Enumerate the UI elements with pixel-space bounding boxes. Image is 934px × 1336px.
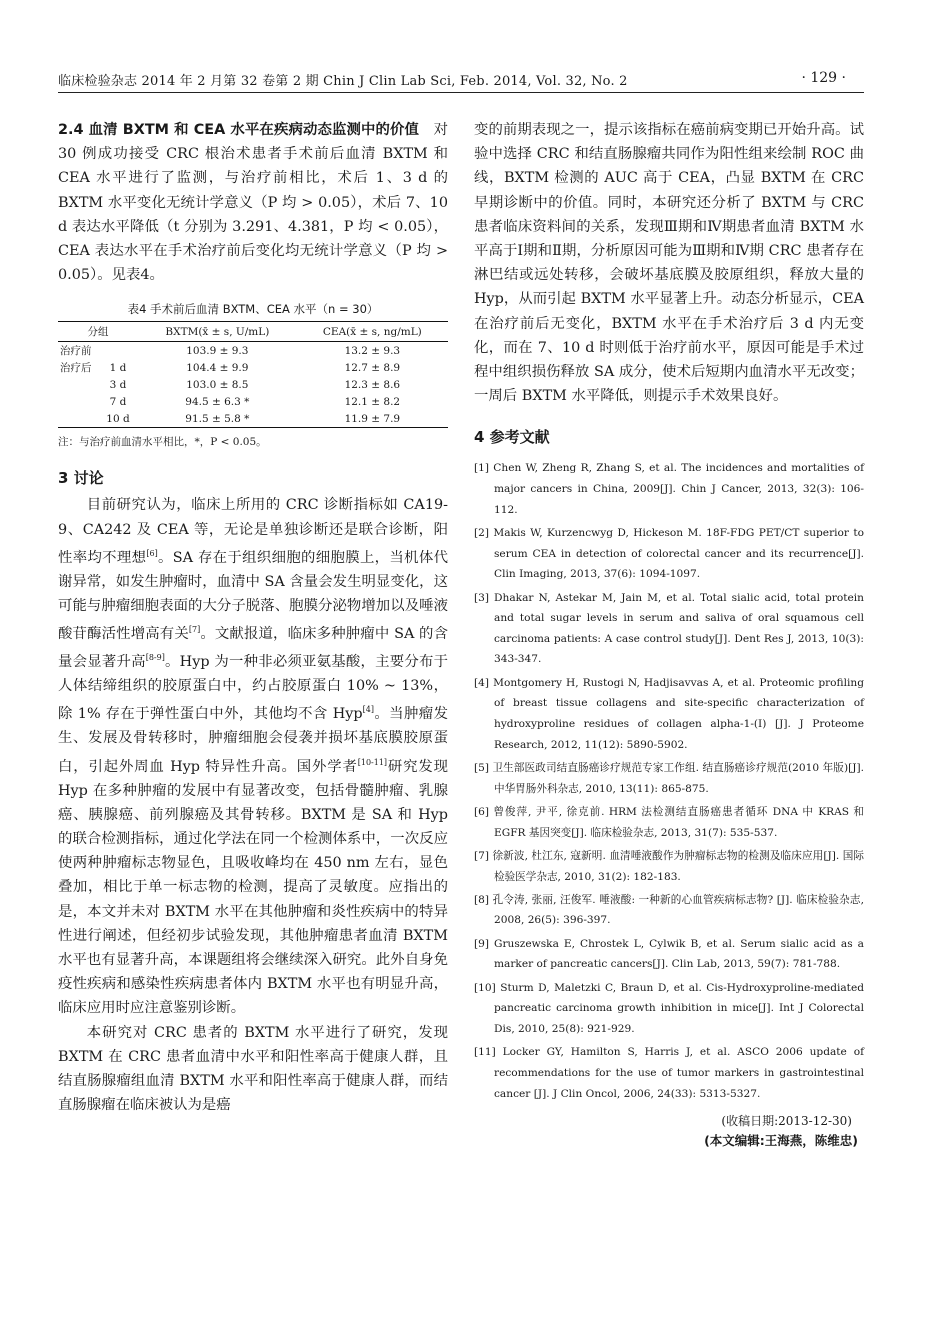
table-cell-cea: 12.1 ± 8.2 xyxy=(344,395,401,408)
citation: [8-9] xyxy=(145,653,165,663)
reference-item: [9] Gruszewska E, Chrostek L, Cylwik B, et al. Serum sialic acid as a marker of pancreatic cancers[J]. Clin Lab, 2013, 59(7): 781-788. xyxy=(474,937,864,971)
table-row xyxy=(58,342,448,360)
reference-item: [10] Sturm D, Maletzki C, Braun D, et al. Cis-Hydroxyproline-mediated pancreatic carcinoma growth inhibition in mice[J]. Int J Colorectal Dis, 2010, 25(8): 921-929. xyxy=(474,981,864,1036)
section-3-heading: 3 讨论 xyxy=(58,469,104,488)
text-run: 。当肿瘤发生、发展及骨转移时，肿瘤细胞会侵袭并损坏基底膜胶原蛋白，引起外周血 Hyp 特异性升高。国外学者 xyxy=(58,706,448,775)
header-rule xyxy=(58,92,864,93)
reference-item: [3] Dhakar N, Astekar M, Jain M, et al. Total sialic acid, total protein and total sugar levels in serum and saliva of oral squamous cell carcinoma patients: A case control study[J]. Dent Res J, 2013, 10(3): 343-347. xyxy=(474,591,864,666)
table-cell-cea: 11.9 ± 7.9 xyxy=(297,410,448,428)
table-cell-group xyxy=(58,410,98,428)
table-cell-cea: 13.2 ± 9.3 xyxy=(344,344,401,357)
reference-item: [2] Makis W, Kurzencwyg D, Hickeson M. 18F-FDG PET/CT superior to serum CEA in detection of colorectal cancer and its recurrence[J]. Clin Imaging, 2013, 37(6): 1094-1097. xyxy=(474,527,864,581)
table-cell-group: 治疗后 xyxy=(60,362,92,375)
text-run: 。SA 存在于组织细胞的细胞膜上，当机体代谢异常，如发生肿瘤时，血清中 SA 含量会发生明显变化，这可能与肿瘤细胞表面的大分子脱落、胞膜分泌物增加以及唾液酸苷酶活性增高有关 xyxy=(58,549,448,643)
table-header-bxtm: BXTM(x̄ ± s, U/mL) xyxy=(138,322,297,342)
citation: [6] xyxy=(146,548,158,558)
table-cell-sub xyxy=(98,342,138,360)
table-row xyxy=(58,410,448,428)
table-note: 注：与治疗前血清水平相比，*，P < 0.05。 xyxy=(58,436,267,449)
table-row xyxy=(58,393,448,410)
table-cell-sub: 7 d xyxy=(109,395,127,408)
left-column xyxy=(58,118,448,1117)
table-row xyxy=(58,359,448,376)
section-2-4-body: 对 30 例成功接受 CRC 根治术患者手术前后血清 BXTM 和 CEA 水平进行了监测，与治疗前相比，术后 1、3 d 的 BXTM 水平变化无统计学意义（P 均 > 0.05），术后 7、10 d 表达水平降低（t 分别为 3.291、4.381，P 均 < 0.05），CEA 表达水平在手术治疗前后变化均无统计学意义（P 均 > 0.05）。见表4。 xyxy=(58,122,448,284)
reference-item: [8] 孔令涛, 张丽, 汪俊军. 唾液酸: 一种新的心血管疾病标志物? [J]. 临床检验杂志, 2008, 26(5): 396-397. xyxy=(474,893,864,927)
reference-item: [6] 曾俊萍, 尹平, 徐克前. HRM 法检测结直肠癌患者循环 DNA 中 KRAS 和 EGFR 基因突变[J]. 临床检验杂志, 2013, 31(7): 535-537. xyxy=(474,805,864,839)
citation: [7] xyxy=(188,625,201,635)
discussion-paragraph-1 xyxy=(58,493,448,1020)
table-header-row xyxy=(58,322,448,342)
section-4-heading: 4 参考文献 xyxy=(474,428,550,447)
right-column xyxy=(474,118,864,1149)
citation: [10-11] xyxy=(357,757,388,767)
table-cell-cea: 12.3 ± 8.6 xyxy=(344,378,401,391)
table-cell-group xyxy=(58,393,98,410)
table-cell-sub: 10 d xyxy=(98,410,138,428)
text-run: 目前研究认为，临床上所用的 CRC 诊断指标如 CA19-9、CA242 及 CEA 等，无论是单独诊断还是联合诊断，阳性率均不理想 xyxy=(58,497,448,566)
table-cell-bxtm: 91.5 ± 5.8 * xyxy=(138,410,297,428)
table-caption: 表4 手术前后血清 BXTM、CEA 水平（n = 30） xyxy=(127,302,379,317)
section-2-4 xyxy=(58,118,448,287)
text-run: 。Hyp 为一种非必须亚氨基酸，主要分布于人体结缔组织的胶原蛋白中，约占胶原蛋白 10% ~ 13%，除 1% 存在于弹性蛋白中外，其他均不含 Hyp xyxy=(58,654,448,723)
table-header-group: 分组 xyxy=(58,322,138,342)
text-run: 研究发现 Hyp 在多种肿瘤的发展中有显著改变，包括骨髓肿瘤、乳腺癌、胰腺癌、前列腺癌及其骨转移。BXTM 是 SA 和 Hyp 的联合检测指标，通过化学法在同一个检测体系中，一次反应使两种肿瘤标志物显色，且吸收峰均在 450 nm 左右，显色叠加，相比于单一标志物的检测，提高了灵敏度。应指出的是，本文并未对 BXTM 水平在其他肿瘤和炎性疾病中的特异性进行阐述，但经初步试验发现，其他肿瘤患者血清 BXTM 水平也有显著升高，本课题组将会继续深入研究。此外自身免疫性疾病和感染性疾病患者体内 BXTM 水平也有明显升高，临床应用时应注意鉴别诊断。 xyxy=(58,758,448,1017)
reference-item: [5] 卫生部医政司结直肠癌诊疗规范专家工作组. 结直肠癌诊疗规范(2010 年版)[J]. 中华胃肠外科杂志, 2010, 13(11): 865-875. xyxy=(474,761,864,795)
journal-info: 临床检验杂志 2014 年 2 月第 32 卷第 2 期 Chin J Clin Lab Sci, Feb. 2014, Vol. 32, No. 2 xyxy=(58,74,628,89)
received-date: (收稿日期:2013-12-30) xyxy=(721,1114,852,1129)
discussion-paragraph-2-start: 本研究对 CRC 患者的 BXTM 水平进行了研究，发现 BXTM 在 CRC 患者血清中水平和阳性率高于健康人群，且结直肠腺瘤组血清 BXTM 水平和阳性率高于健康人群，而结直肠腺瘤在临床被认为是癌 xyxy=(58,1024,448,1114)
table-cell-bxtm: 103.0 ± 8.5 xyxy=(186,378,249,391)
running-header xyxy=(58,70,864,92)
discussion-paragraph-2-continued: 变的前期表现之一，提示该指标在癌前病变期已开始升高。试验中选择 CRC 和结直肠腺瘤共同作为阳性组来绘制 ROC 曲线，BXTM 检测的 AUC 高于 CEA，凸显 BXTM 在 CRC 早期诊断中的价值。同时，本研究还分析了 BXTM 与 CRC 患者临床资料间的关系，发现Ⅲ期和Ⅳ期患者血清 BXTM 水平高于Ⅰ期和Ⅱ期，分析原因可能为Ⅲ期和Ⅳ期 CRC 患者存在淋巴结或远处转移，会破坏基底膜及胶原组织，释放大量的 Hyp，从而引起 BXTM 水平显著上升。动态分析显示，CEA 在治疗前后无变化，BXTM 水平在手术治疗后 3 d 内无变化，而在 7、10 d 时则低于治疗前水平，原因可能是手术过程中组织损伤释放 SA 成分，使术后短期内血清水平无改变；一周后 BXTM 水平降低，则提示手术效果良好。 xyxy=(474,122,864,405)
citation: [4] xyxy=(362,705,374,715)
table-cell-group xyxy=(58,376,98,393)
table-cell-sub: 3 d xyxy=(109,378,127,391)
table-row xyxy=(58,376,448,393)
table-cell-bxtm: 94.5 ± 6.3 * xyxy=(185,395,250,408)
reference-item: [11] Locker GY, Hamilton S, Harris J, et al. ASCO 2006 update of recommendations for the use of tumor markers in gastrointestinal cancer [J]. J Clin Oncol, 2006, 24(33): 5313-5327. xyxy=(474,1046,864,1100)
table-cell-cea: 12.7 ± 8.9 xyxy=(344,361,401,374)
table-4 xyxy=(58,321,448,428)
section-2-4-heading: 2.4 血清 BXTM 和 CEA 水平在疾病动态监测中的价值 xyxy=(58,122,420,138)
table-cell-bxtm: 104.4 ± 9.9 xyxy=(186,361,249,374)
text-run: 。文献报道，临床多种肿瘤中 SA 的含量会显著升高 xyxy=(58,626,448,671)
table-cell-bxtm: 103.9 ± 9.3 xyxy=(186,344,249,357)
editor-credit: (本文编辑:王海燕，陈维忠) xyxy=(704,1133,858,1149)
reference-list xyxy=(474,458,864,1104)
reference-item: [1] Chen W, Zheng R, Zhang S, et al. The incidences and mortalities of major cancers in China, 2009[J]. Chin J Cancer, 2013, 32(3): 106-112. xyxy=(474,462,864,516)
table-header-cea: CEA(x̄ ± s, ng/mL) xyxy=(297,322,448,342)
reference-item: [7] 徐新波, 杜江东, 寇新明. 血清唾液酸作为肿瘤标志物的检测及临床应用[J]. 国际检验医学杂志, 2010, 31(2): 182-183. xyxy=(474,849,864,883)
page-number: · 129 · xyxy=(801,70,846,86)
reference-item: [4] Montgomery H, Rustogi N, Hadjisavvas A, et al. Proteomic profiling of breast tissue collagens and site-specific characterization of hydroxyproline residues of collagen alpha-1-(I) [J]. J Proteome Research, 2012, 11(12): 5890-5902. xyxy=(474,676,864,751)
table-cell-sub: 1 d xyxy=(109,361,127,374)
table-cell-group: 治疗前 xyxy=(60,345,92,358)
